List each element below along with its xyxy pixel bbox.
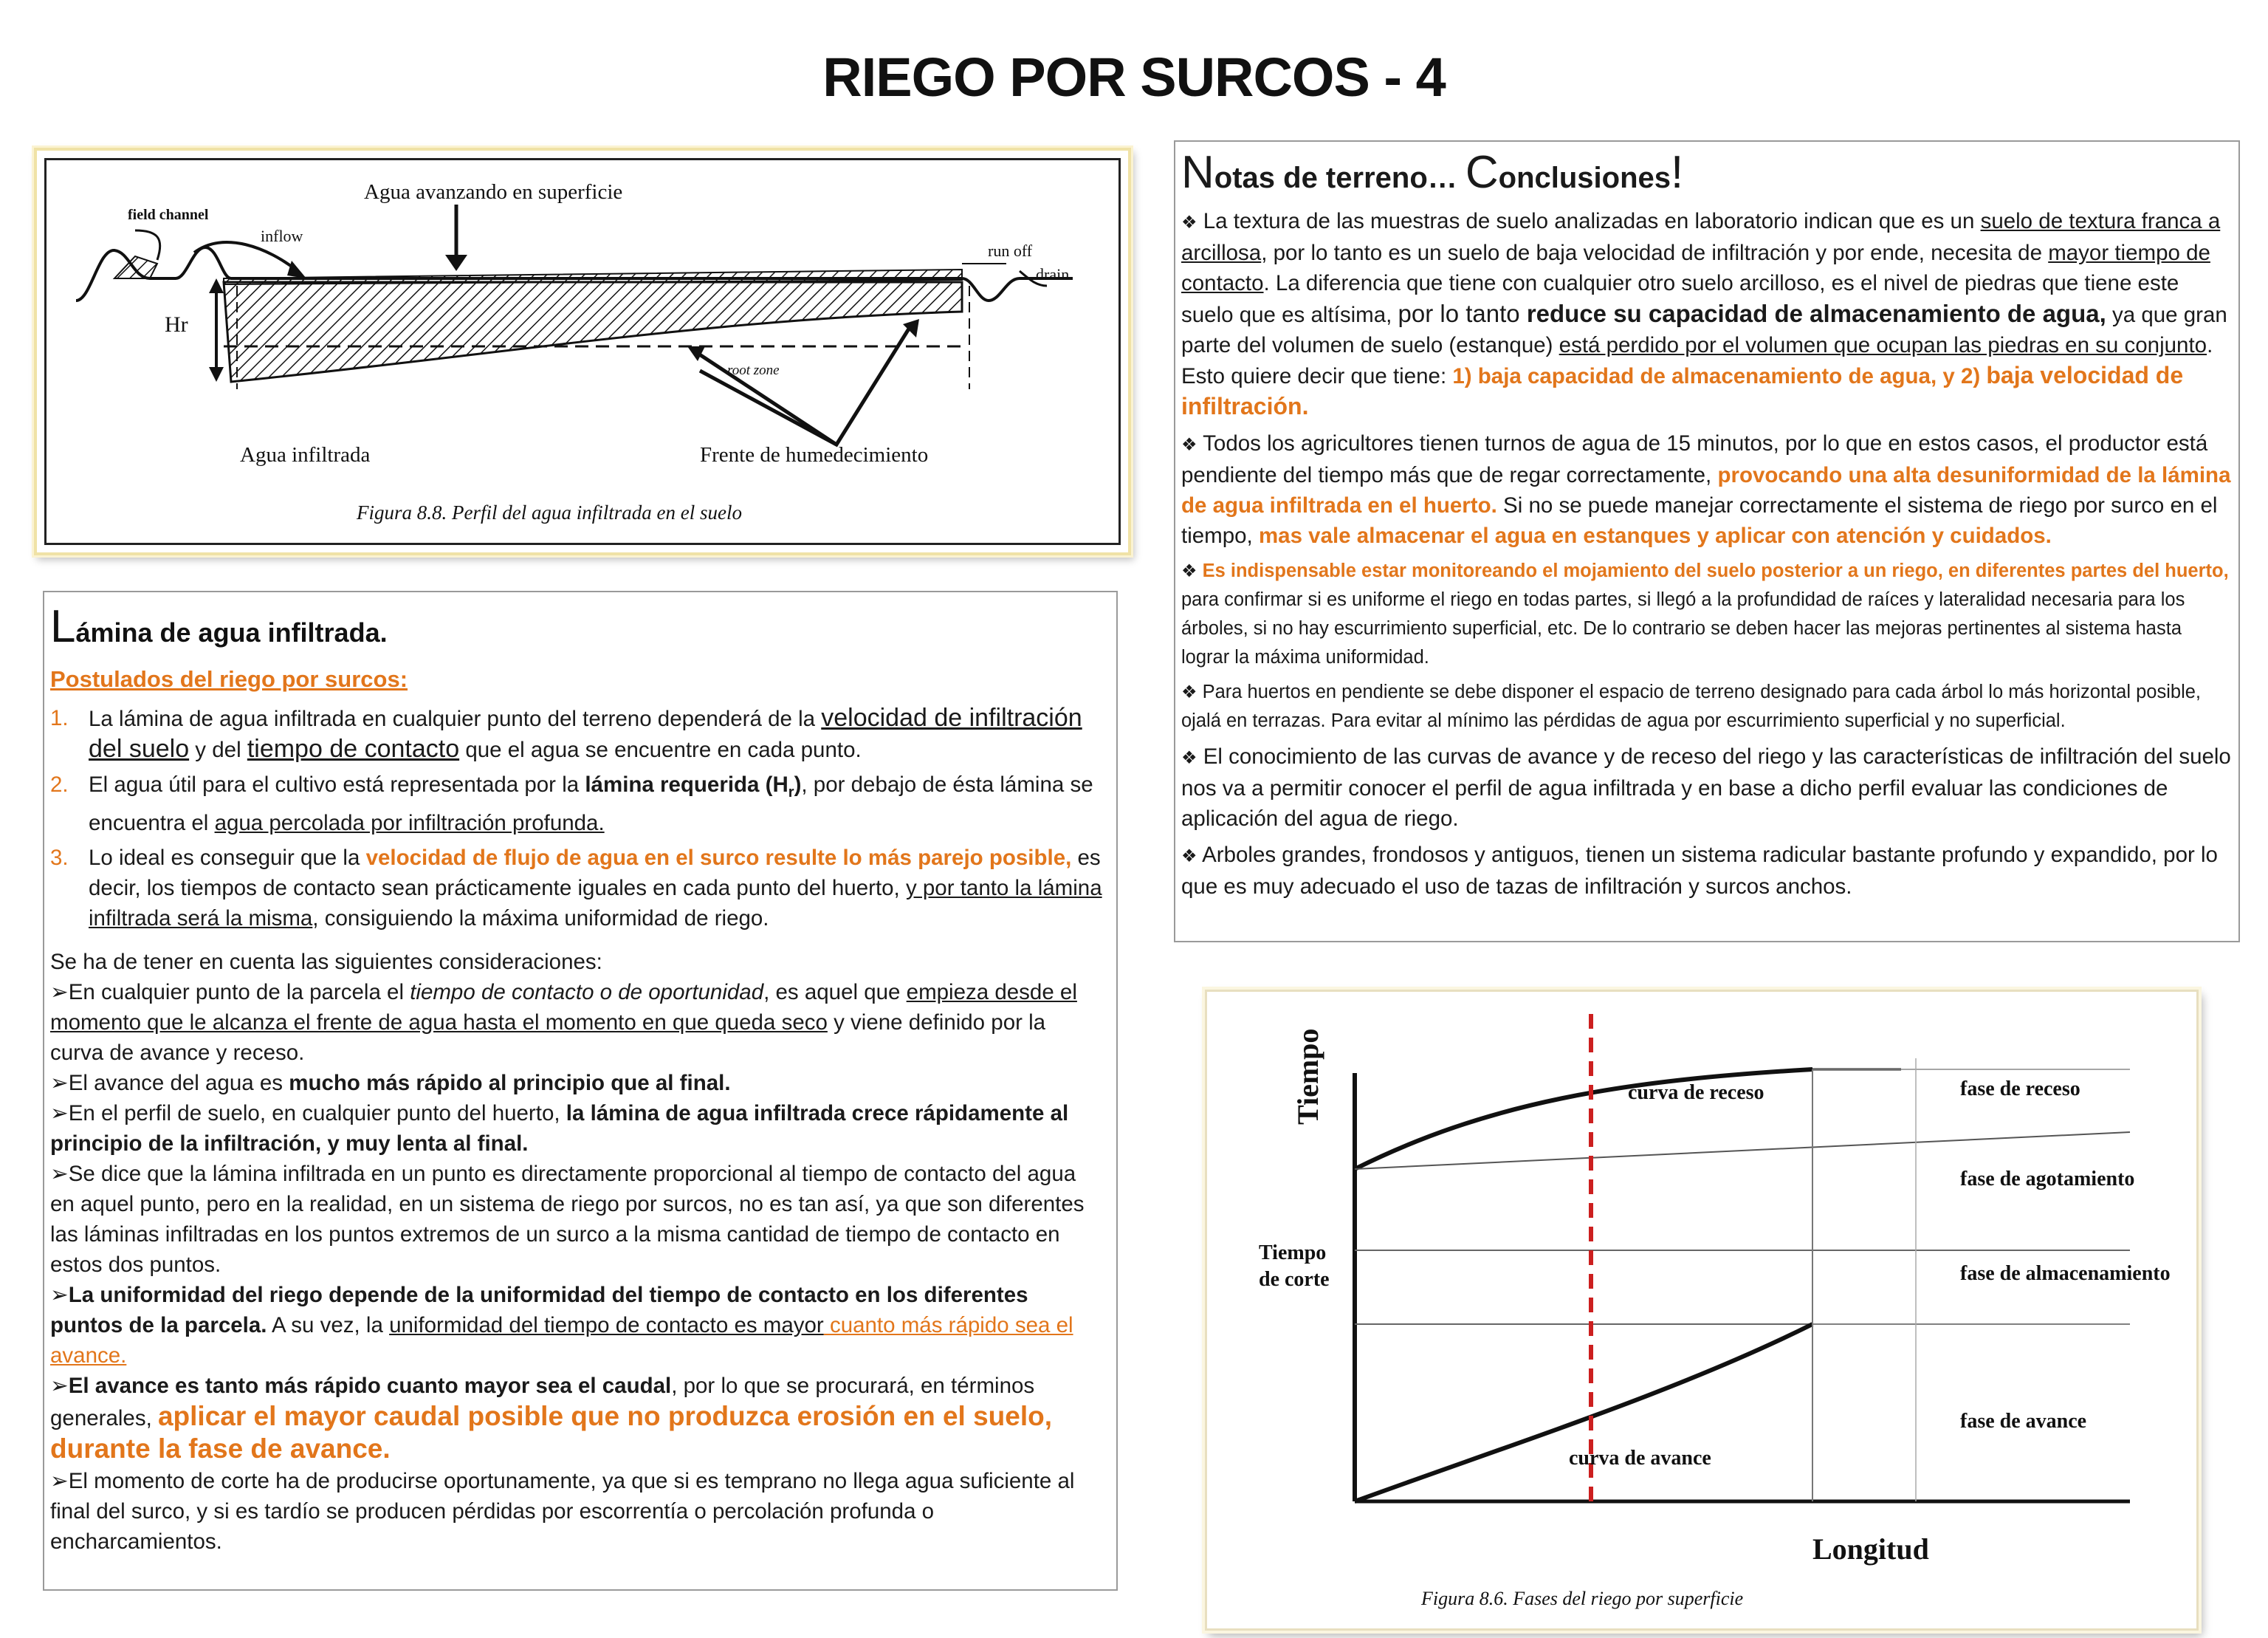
page-title: RIEGO POR SURCOS - 4: [822, 47, 1446, 108]
front-pointer-arrow: [700, 326, 910, 445]
note-trees: ❖ Arboles grandes, frondosos y antiguos, tienen un sistema radicular bastante profundo y expandido, por lo que es muy adecuado el uso de tazas de infiltración y surcos anchos.: [1181, 843, 2218, 899]
consideration-item: ➢El momento de corte ha de producirse oportunamente, ya que si es temprano no llega agua suficiente al final del surco, y si es tardío se producen pérdidas por escorrentía o percolación profunda o encharcamientos.: [50, 1468, 1075, 1554]
phase-storage-label: fase de almacenamiento: [1960, 1262, 2171, 1285]
phase-recess-label: fase de receso: [1960, 1077, 2080, 1100]
label-drain: drain: [1036, 265, 1070, 284]
postulate-item: 2. El agua útil para el cultivo está representada por la lámina requerida $(H_r)$, por debajo de ésta lámina se encuentra el agua percolada por infiltración profunda.: [50, 772, 1093, 835]
postulate-item: 1. La lámina de agua infiltrada en cualquier punto del terreno dependerá de la velocidad de infiltración del suelo y del tiempo de contacto que el agua se encuentre en cada punto.: [50, 704, 1082, 763]
y-axis-label: Tiempo: [1291, 1028, 1324, 1125]
notes-heading: Notas de terreno… Conclusiones!: [1181, 147, 1684, 198]
label-runoff: run off: [988, 241, 1033, 260]
note-slopes: ❖ Para huertos en pendiente se debe disponer el espacio de terreno designado para cada árbol lo más horizontal posible, ojalá en terrazas. Para evitar al mínimo las pérdidas de agua por escurrimiento superficial y no superficial.: [1181, 682, 2202, 731]
considerations-intro: Se ha de tener en cuenta las siguientes consideraciones:: [50, 949, 602, 974]
infiltrated-water-panel: [43, 591, 1118, 1591]
consideration-item: ➢El avance es tanto más rápido cuanto mayor sea el caudal, por lo que se procurará, en términos generales, aplicar el mayor caudal posible que no produzca erosión en el suelo, durante la fase de avance.: [50, 1373, 1053, 1464]
inflow-arrow: [194, 242, 298, 271]
note-monitoring: ❖ Es indispensable estar monitoreando el mojamiento del suelo posterior a un riego, en diferentes partes del huerto, para confirmar si es uniforme el riego en todas partes, si llegó a la profundidad de raíces y lateralidad necesaria para los árboles, si no hay escurrimiento superficial, etc. De lo contrario se deben hacer las mejoras pertinentes al sistema hasta lograr la máxima uniformidad.: [1181, 561, 2229, 668]
phase-depletion-label: fase de agotamiento: [1960, 1168, 2135, 1190]
advance-curve: [1355, 1324, 1812, 1501]
irrigation-phases-diagram: [1207, 992, 2192, 1624]
consideration-item: ➢Se dice que la lámina infiltrada en un punto es directamente proporcional al tiempo de contacto del agua en aquel punto, pero en la realidad, en un sistema de riego por surcos, no es tan así, ya que son diferentes las láminas infiltradas en los puntos extremos de un surco a la misma cantidad de tiempo de contacto en estos dos puntos.: [50, 1161, 1085, 1277]
x-axis-label: Longitud: [1812, 1532, 1929, 1566]
cut-time-label: Tiempo: [1259, 1241, 1327, 1264]
label-wetting-front: Frente de humedecimiento: [700, 443, 929, 467]
consideration-item: ➢En el perfil de suelo, en cualquier punto del huerto, la lámina de agua infiltrada crece rápidamente al principio de la infiltración, y muy lenta al final.: [50, 1100, 1069, 1156]
consideration-item: ➢La uniformidad del riego depende de la uniformidad del tiempo de contacto en los diferentes puntos de la parcela. A su vez, la uniformidad del tiempo de contacto es mayor cuanto más rápido sea el avance.: [50, 1282, 1073, 1368]
field-notes-panel: [1174, 140, 2240, 942]
figure-infiltrated-profile: [34, 148, 1131, 555]
label-infiltrated-water: Agua infiltrada: [240, 443, 371, 467]
consideration-item: ➢El avance del agua es mucho más rápido al principio que al final.: [50, 1070, 731, 1095]
figure2-caption: Figura 8.6. Fases del riego por superficie: [1421, 1588, 1744, 1609]
advance-curve-label: curva de avance: [1569, 1447, 1711, 1470]
phase-advance-label: fase de avance: [1960, 1410, 2087, 1433]
label-root-zone: root zone: [727, 363, 780, 378]
note-irrigation-turns: ❖ Todos los agricultores tienen turnos de agua de 15 minutos, por lo que en estos casos, el productor está pendiente del tiempo más que de regar correctamente, provocando una alta desuniformidad de la lámina de agua infiltrada en el huerto. Si no se puede manejar correctamente el sistema de riego por surco en el tiempo, mas vale almacenar el agua en estanques y aplicar con atención y cuidados.: [1181, 431, 2231, 548]
label-field-channel: field channel: [128, 207, 209, 223]
infiltration-profile-diagram: [47, 160, 1114, 538]
note-curves: ❖ El conocimiento de las curvas de avance y de receso del riego y las características de infiltración del suelo nos va a permitir conocer el perfil de agua infiltrada y en base a dicho perfil evaluar las condiciones de aplicación del agua de riego.: [1181, 744, 2231, 831]
label-surface-water: Agua avanzando en superficie: [364, 180, 623, 204]
postulates-heading: Postulados del riego por surcos:: [50, 666, 408, 692]
label-inflow: inflow: [261, 227, 303, 245]
cut-time-label-2: de corte: [1259, 1268, 1330, 1291]
consideration-item: ➢En cualquier punto de la parcela el tiempo de contacto o de oportunidad, es aquel que empieza desde el momento que le alcanza el frente de agua hasta el momento en que queda seco y viene definido por la curva de avance y receso.: [50, 979, 1077, 1065]
recess-curve-label: curva de receso: [1628, 1081, 1764, 1104]
postulate-item: 3. Lo ideal es conseguir que la velocidad de flujo de agua en el surco resulte lo más parejo posible, es decir, los tiempos de contacto sean prácticamente iguales en cada punto del huerto, y por tanto la lámina infiltrada será la misma, consiguiendo la máxima uniformidad de riego.: [50, 845, 1102, 931]
figure-irrigation-phases: [1205, 990, 2199, 1631]
section-heading: Lámina de agua infiltrada.: [50, 601, 388, 652]
figure1-caption: Figura 8.8. Perfil del agua infiltrada en el suelo: [357, 501, 742, 524]
label-hr: Hr: [165, 312, 188, 337]
infiltrated-water-area: [224, 282, 962, 382]
note-texture: ❖ La textura de las muestras de suelo analizadas en laboratorio indican que es un suelo de textura franca a arcillosa, por lo tanto es un suelo de baja velocidad de infiltración y por ende, necesita de mayor tiempo de contacto. La diferencia que tiene con cualquier otro suelo arcilloso, es el nivel de piedras que tiene este suelo que es altísima, por lo tanto reduce su capacidad de almacenamiento de agua, ya que gran parte del volumen de suelo (estanque) está perdido por el volumen que ocupan las piedras en su conjunto. Esto quiere decir que tiene: 1) baja capacidad de almacenamiento de agua, y 2) baja velocidad de infiltración.: [1181, 209, 2227, 419]
